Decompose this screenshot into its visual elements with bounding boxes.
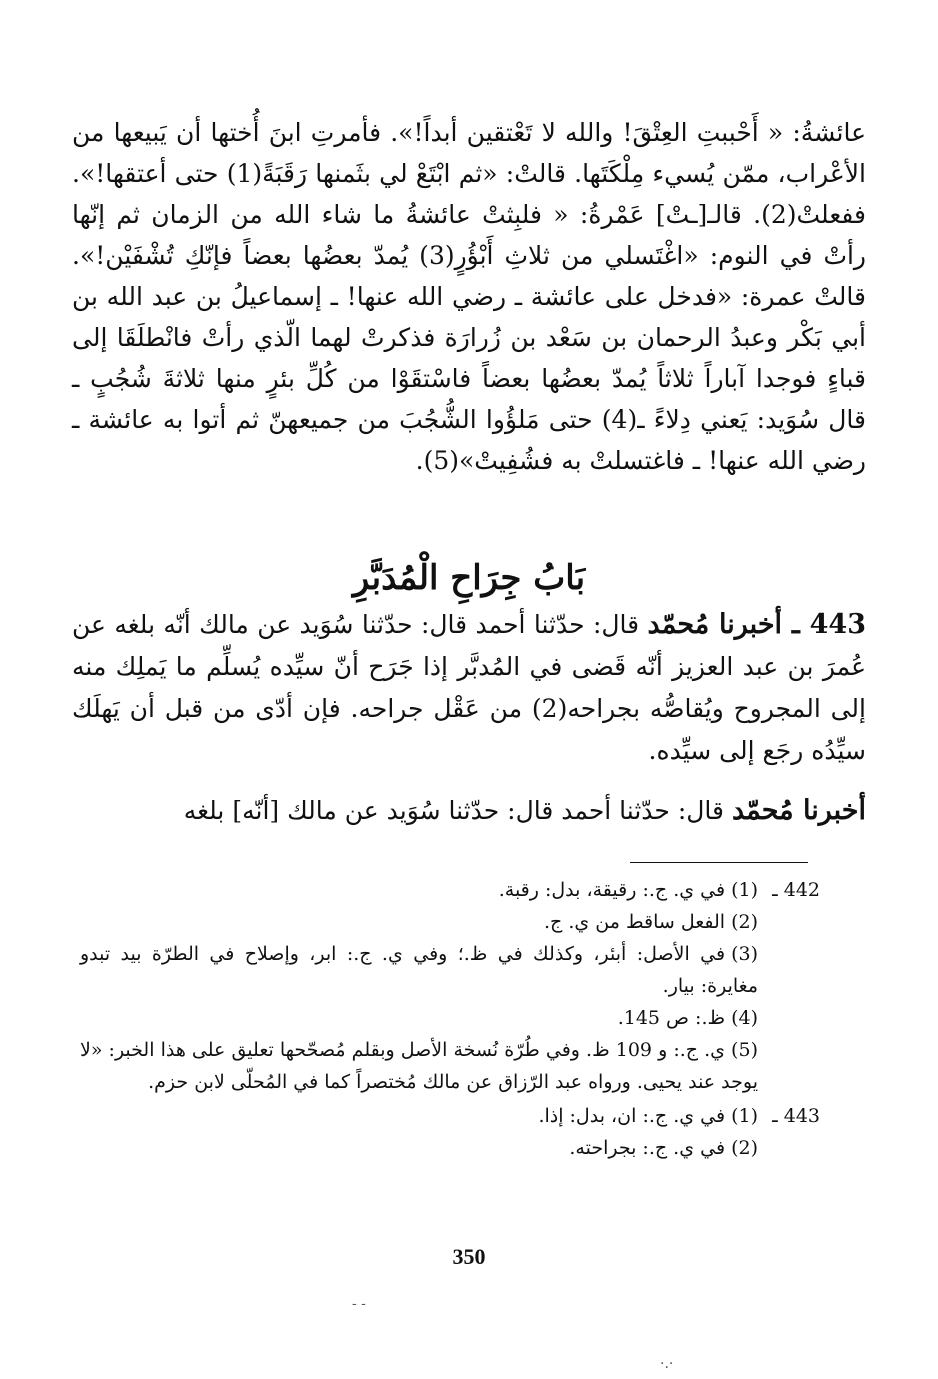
footnote-item <box>80 1132 758 1164</box>
footnote-text: الفعل ساقط من ي. ج. <box>543 911 726 933</box>
scan-speck: - - <box>352 1296 366 1312</box>
footnote-item <box>80 906 758 938</box>
page-number: 350 <box>452 1244 486 1269</box>
footnotes <box>80 874 820 1166</box>
footnote-items <box>80 1100 758 1164</box>
hadith-next <box>72 790 866 832</box>
footnote-text: في ي. ج.: ان، بدل: إذا. <box>538 1105 726 1127</box>
footnote-text: ظ.: ص 145. <box>617 1007 726 1029</box>
main-paragraph <box>72 112 866 481</box>
footnote-item <box>80 938 758 1002</box>
hadith-443-lead: 443 ـ أخبرنا مُحمّد <box>647 609 866 640</box>
hadith-next-lead: أخبرنا مُحمّد <box>731 795 866 826</box>
hadith-next-text: قال: حدّثنا أحمد قال: حدّثنا سُوَيد عن مالك [أنّه] بلغه <box>183 796 732 825</box>
footnote-item <box>80 1100 758 1132</box>
footnote-text: ي. ج.: و 109 ظ. وفي طُرّة نُسخة الأصل وبقلم مُصحّحها تعليق على هذا الخبر: «لا يوجد عند يحيى. ورواه عبد الرّزاق عن مالك مُختصراً كما في المُحلّى لابن حزم. <box>80 1039 758 1093</box>
footnote-group <box>80 874 820 1098</box>
footnote-number: (4) <box>731 1007 758 1029</box>
footnote-number: (2) <box>731 1137 758 1159</box>
footnote-number: (3) <box>731 943 758 965</box>
footnote-number: (1) <box>731 879 758 901</box>
footnote-group-number: 442 ـ <box>772 879 820 901</box>
footnote-separator <box>630 862 808 863</box>
scan-speck: ·.· <box>660 1356 674 1372</box>
footnote-text: في الأصل: أبئر، وكذلك في ظ.؛ وفي ي. ج.: ابر، وإصلاح في الطرّة بيد تبدو مغايرة: بيار. <box>80 943 758 997</box>
footnote-items <box>80 874 758 1098</box>
hadith-443-text: قال: حدّثنا أحمد قال: حدّثنا سُوَيد عن مالك أنّه بلغه عن عُمرَ بن عبد العزيز أنّه قَضى في المُدبَّر إذا جَرَح أنّ سيِّده يُسلِّم ما يَملِك منه إلى المجروح ويُقاصُّه بجراحه(2) من عَقْل جراحه. فإن أدّى من قبل أن يَهلَك سيِّدُه رجَع إلى سيِّده. <box>72 610 866 765</box>
footnote-text: في ي. ج.: بجراحته. <box>569 1137 726 1159</box>
footnote-item <box>80 1034 758 1098</box>
chapter-title: بَابُ جِرَاحِ الْمُدَبَّرِ <box>352 558 586 598</box>
footnote-item <box>80 1002 758 1034</box>
footnote-text: في ي. ج.: رقيقة، بدل: رقبة. <box>498 879 726 901</box>
footnote-group <box>80 1100 820 1164</box>
footnote-group-number: 443 ـ <box>772 1105 820 1127</box>
footnote-item <box>80 874 758 906</box>
hadith-443 <box>72 604 866 772</box>
footnote-number: (2) <box>731 911 758 933</box>
footnote-number: (5) <box>731 1039 758 1061</box>
main-paragraph-text: عائشةُ: « أَحْببتِ العِتْقَ! والله لا تَعْتقين أبداً!». فأمرتِ ابنَ أُختها أن يَبيعها من الأعْراب، ممّن يُسيء مِلْكَتَها. قالتْ: «ثم ابْتَعْ لي بثَمنها رَقَبَةً(1) حتى أعتقها!». ففعلتْ(2). قالـ[ـتْ] عَمْرةُ: « فلبِثتْ عائشةُ ما شاء الله من الزمان ثم إنّها رأتْ في النوم: «اغْتَسلي من ثلاثِ أَبْؤُرٍ(3) يُمدّ بعضُها بعضاً فإنّكِ تُشْفَيْن!». قالتْ عمرة: «فدخل على عائشة ـ رضي الله عنها! ـ إسماعيلُ بن عبد الله بن أبي بَكْر وعبدُ الرحمان بن سَعْد بن زُرارَة فذكرتْ لهما الّذي رأتْ فانْطلَقَا إلى قباءٍ فوجدا آباراً ثلاثاً يُمدّ بعضُها بعضاً فاسْتقَوْا من كُلِّ بئرٍ منها ثلاثةَ شُجُبٍ ـ قال سُوَيد: يَعني دِلاءً ـ(4) حتى مَلؤُوا الشُّجُبَ من جميعهنّ ثم أتوا به عائشة ـ رضي الله عنها! ـ فاغتسلتْ به فشُفِيتْ»(5). <box>72 118 867 475</box>
footnote-number: (1) <box>731 1105 758 1127</box>
